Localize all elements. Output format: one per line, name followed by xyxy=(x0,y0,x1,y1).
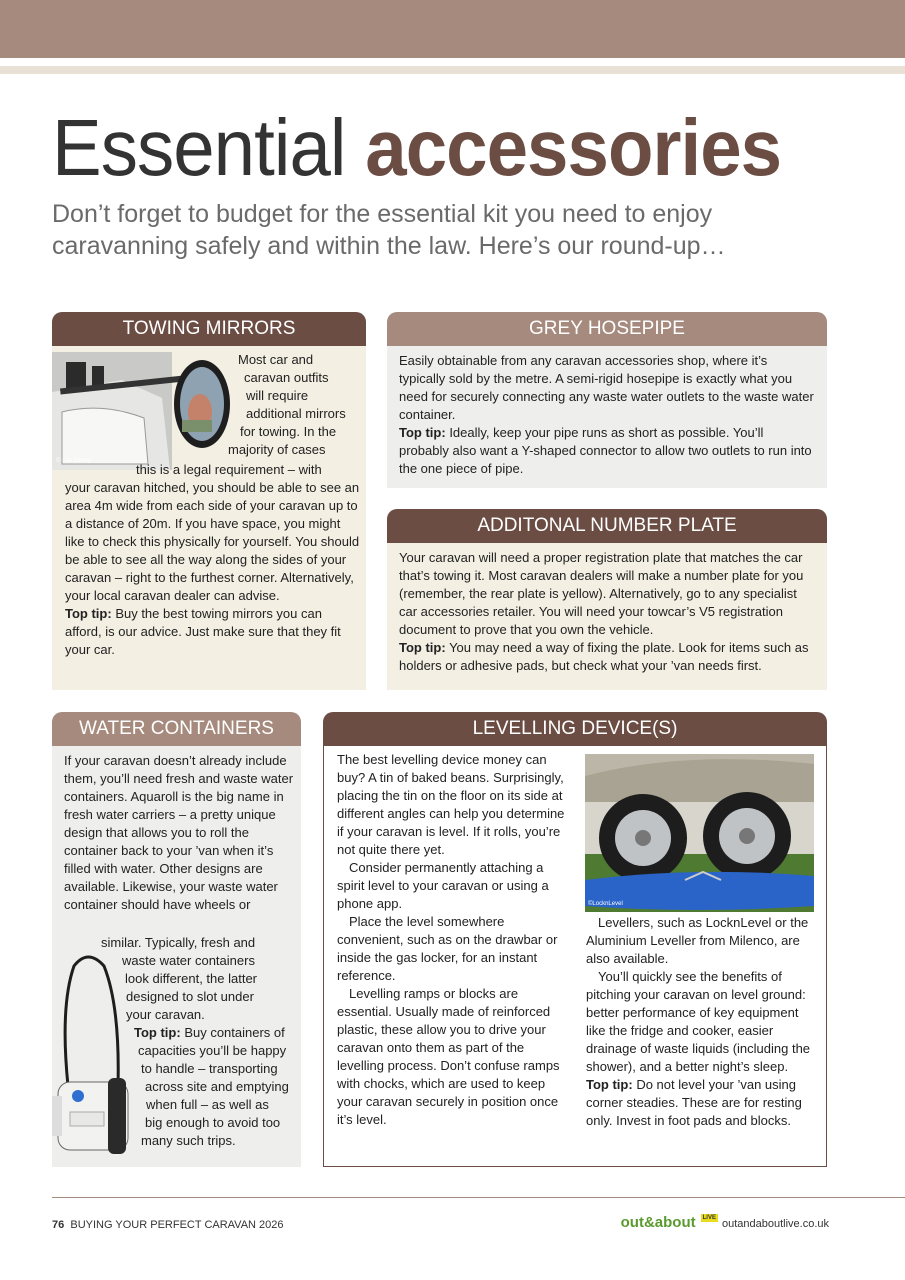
tip-text: Do not level your ’van using corner steadies. These are for resting only. Invest in foot pads and blocks. xyxy=(586,1077,802,1128)
number-plate-section xyxy=(387,509,827,690)
lead-line: this is a legal requirement – with xyxy=(136,462,322,477)
towing-mirrors-body xyxy=(52,346,366,690)
footer-rule xyxy=(52,1197,905,1198)
levelling-col1 xyxy=(337,751,572,1129)
levelling-body xyxy=(323,746,827,1167)
title-bold: accessories xyxy=(365,103,782,192)
levelling-p6: You’ll quickly see the benefits of pitching your caravan on level ground: better performance of key equipment like the fridge and cooker, easier drainage of waste liquids (including the shower), and a better night’s sleep. xyxy=(586,969,811,1074)
tip-label: Top tip: xyxy=(399,425,446,440)
logo-out: out xyxy=(620,1214,644,1231)
leveller-photo-credit: ©LocknLevel xyxy=(588,901,623,907)
water-body-text: If your caravan doesn’t already include them, you’ll need fresh and waste water containers. Aquaroll is the big name in fresh water carriers – a pretty unique design that allows you to roll the container back to your ’van when it’s filled with water. Other designs are available. Likewise, your waste water container should have wheels or xyxy=(64,753,294,912)
leveller-photo xyxy=(585,754,814,912)
towing-body-text: your caravan hitched, you should be able to see an area 4m wide from each side of your caravan up to a distance of 20m. If you have space, you might like to check this physically for yourself. You should be able to see all the way along the sides of your caravan – right to the furthest corner. Alternatively, your local caravan dealer can advise. xyxy=(65,480,360,603)
levelling-p4: Levelling ramps or blocks are essential. Usually made of reinforced plastic, these allow you to drive your caravan onto them as part of the levelling process. Don’t confuse ramps with chocks, which are used to keep your caravan securely in position once it’s level. xyxy=(337,986,560,1127)
levelling-p3: Place the level somewhere convenient, such as on the drawbar or inside the gas locker, for an instant reference. xyxy=(337,914,558,983)
hosepipe-tip xyxy=(399,424,815,478)
tip-line: many such trips. xyxy=(141,1133,236,1148)
tip-line: when full – as well as xyxy=(146,1097,269,1112)
water-containers-heading: WATER CONTAINERS xyxy=(52,712,301,746)
water-wrap-text xyxy=(101,934,299,1150)
water-containers-body xyxy=(52,746,301,1167)
towing-mirrors-text xyxy=(65,461,361,659)
grey-hosepipe-body xyxy=(387,346,827,488)
page-number: 76 xyxy=(52,1219,65,1231)
grey-hosepipe-heading: GREY HOSEPIPE xyxy=(387,312,827,346)
page-subtitle: Don’t forget to budget for the essential kit you need to enjoy caravanning safely and within the law. Here’s our round-up… xyxy=(52,200,726,260)
wrap-line: additional mirrors xyxy=(246,406,346,421)
water-tip-line xyxy=(101,1024,299,1042)
top-banner xyxy=(0,0,905,58)
towing-mirrors-section xyxy=(52,312,366,690)
water-containers-section xyxy=(52,712,301,1167)
towing-mirrors-wrap-text xyxy=(228,351,363,459)
wrap-line: will require xyxy=(246,388,309,403)
towing-mirror-photo xyxy=(52,352,234,470)
website-url: outandaboutlive.co.uk xyxy=(721,1218,829,1230)
logo-amp: & xyxy=(643,1214,655,1231)
levelling-p2: Consider permanently attaching a spirit level to your caravan or using a phone app. xyxy=(337,860,549,911)
tip-label: Top tip: xyxy=(134,1025,181,1040)
wrap-line: waste water containers xyxy=(122,953,255,968)
logo-live-badge: LIVE xyxy=(702,1215,716,1221)
tip-text: Buy the best towing mirrors you can afford, is our advice. Just make sure that they fit your car. xyxy=(65,606,341,657)
towing-photo-credit: © Lee Davey xyxy=(56,458,91,464)
top-rule xyxy=(0,66,905,74)
tip-text: Buy containers of xyxy=(184,1025,285,1040)
towing-mirrors-heading: TOWING MIRRORS xyxy=(52,312,366,346)
tip-line: big enough to avoid too xyxy=(145,1115,281,1130)
footer-brand xyxy=(621,1214,829,1231)
wrap-line: your caravan. xyxy=(126,1007,205,1022)
footer-folio xyxy=(52,1219,284,1231)
wrap-line: look different, the latter xyxy=(125,971,258,986)
grey-hosepipe-section xyxy=(387,312,827,488)
tip-line: across site and emptying xyxy=(145,1079,289,1094)
levelling-p1: The best levelling device money can buy? A tin of baked beans. Surprisingly, placing the tin on the floor on its side at different angles can help you determine if your caravan is level. If it rolls, you’re not quite there yet. xyxy=(337,752,565,857)
levelling-tip xyxy=(586,1076,818,1130)
wrap-line: majority of cases xyxy=(228,442,326,457)
page-title xyxy=(52,103,782,192)
towing-tip xyxy=(65,605,361,659)
levelling-p5: Levellers, such as LocknLevel or the Aluminium Leveller from Milenco, are also available. xyxy=(586,915,809,966)
hosepipe-body-text: Easily obtainable from any caravan accessories shop, where it’s typically sold by the metre. A semi-rigid hosepipe is exactly what you need for securely connecting any waste water outlets to the waste water container. xyxy=(399,353,814,422)
levelling-heading: LEVELLING DEVICE(S) xyxy=(323,712,827,746)
wrap-line: designed to slot under xyxy=(126,989,254,1004)
wrap-line: Most car and xyxy=(238,352,314,367)
tip-label: Top tip: xyxy=(586,1077,633,1092)
tip-label: Top tip: xyxy=(399,640,446,655)
number-plate-heading: ADDITONAL NUMBER PLATE xyxy=(387,509,827,543)
tip-line: to handle – transporting xyxy=(141,1061,278,1076)
plate-body-text: Your caravan will need a proper registration plate that matches the car that’s towing it. Most caravan dealers will make a number plate for you (remember, the rear plate is yellow). Alternatively, go to any specialist car accessories retailer. You will need your towcar’s V5 registration document to prove that you own the vehicle. xyxy=(399,550,804,637)
tip-label: Top tip: xyxy=(65,606,112,621)
number-plate-body xyxy=(387,543,827,690)
levelling-section xyxy=(323,712,827,1168)
wrap-line: caravan outfits xyxy=(244,370,329,385)
levelling-col2 xyxy=(586,914,818,1130)
tip-text: Ideally, keep your pipe runs as short as possible. You’ll probably also want a Y-shaped connector to allow two outlets to run into the one piece of pipe. xyxy=(399,425,812,476)
publication-title: BUYING YOUR PERFECT CARAVAN 2026 xyxy=(70,1219,284,1231)
brand-logo xyxy=(621,1214,696,1231)
title-light: Essential xyxy=(52,103,346,192)
wrap-line: similar. Typically, fresh and xyxy=(101,935,256,950)
tip-text: You may need a way of fixing the plate. Look for items such as holders or adhesive pads, but check what your ’van needs first. xyxy=(399,640,809,673)
tip-line: capacities you’ll be happy xyxy=(138,1043,287,1058)
plate-tip xyxy=(399,639,815,675)
logo-about: about xyxy=(654,1214,696,1231)
wrap-line: for towing. In the xyxy=(240,424,337,439)
